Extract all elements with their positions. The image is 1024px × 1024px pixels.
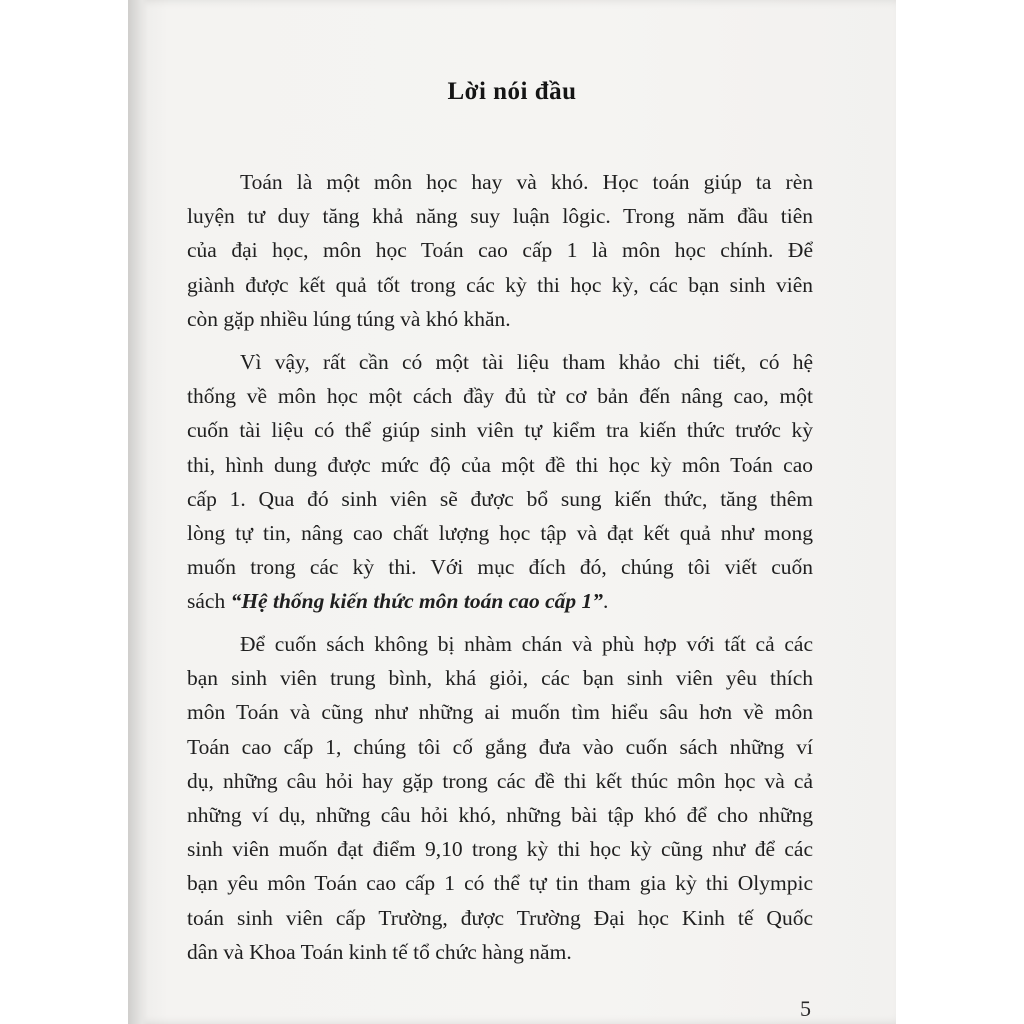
paragraph-line: thi, hình dung được mức độ của một đề thi học kỳ môn Toán cao — [187, 452, 813, 477]
paragraph-line: toán sinh viên cấp Trường, được Trường Đại học Kinh tế Quốc — [187, 905, 813, 930]
right-background — [896, 0, 1024, 1024]
line-suffix: . — [603, 589, 609, 614]
paragraph-line: bạn sinh viên trung bình, khá giỏi, các bạn sinh viên yêu thích — [187, 666, 813, 691]
paragraph-line: thống về môn học một cách đầy đủ từ cơ bản đến nâng cao, một — [187, 384, 813, 409]
paragraph-line: cấp 1. Qua đó sinh viên sẽ được bổ sung kiến thức, tăng thêm — [187, 486, 813, 511]
page-gutter-shadow — [128, 0, 148, 1024]
paragraph-line: giành được kết quả tốt trong các kỳ thi học kỳ, các bạn sinh viên — [187, 272, 813, 297]
paragraph-line: cuốn tài liệu có thể giúp sinh viên tự kiểm tra kiến thức trước kỳ — [187, 418, 813, 443]
book-title-emphasis: “Hệ thống kiến thức môn toán cao cấp 1” — [230, 589, 604, 614]
paragraph-line: Toán là một môn học hay và khó. Học toán giúp ta rèn — [240, 170, 813, 194]
paragraph-line: còn gặp nhiều lúng túng và khó khăn. — [187, 306, 511, 331]
paragraph-3 — [187, 627, 813, 969]
paragraph-line: Vì vậy, rất cần có một tài liệu tham khảo chi tiết, có hệ — [240, 350, 813, 374]
paragraph-last-line — [187, 584, 813, 618]
paragraph-line: dụ, những câu hỏi hay gặp trong các đề thi kết thúc môn học và cả — [187, 768, 813, 793]
paragraph-2 — [187, 345, 813, 619]
paragraph-line: Để cuốn sách không bị nhàm chán và phù hợp với tất cả các — [240, 632, 813, 656]
paragraph-line: Toán cao cấp 1, chúng tôi cố gắng đưa vào cuốn sách những ví — [187, 734, 813, 759]
paragraph-line: dân và Khoa Toán kinh tế tổ chức hàng năm. — [187, 939, 572, 964]
paragraph-line: muốn trong các kỳ thi. Với mục đích đó, chúng tôi viết cuốn — [187, 555, 813, 580]
page-number: 5 — [800, 996, 811, 1021]
paragraph-line: luyện tư duy tăng khả năng suy luận lôgic. Trong năm đầu tiên — [187, 204, 813, 229]
paragraph-line: của đại học, môn học Toán cao cấp 1 là môn học chính. Để — [187, 238, 813, 263]
paragraph-1 — [187, 165, 813, 336]
paragraph-line: sinh viên muốn đạt điểm 9,10 trong kỳ thi học kỳ cũng như để các — [187, 837, 813, 862]
page-title: Lời nói đầu — [447, 78, 577, 105]
paragraph-line: bạn yêu môn Toán cao cấp 1 có thể tự tin tham gia kỳ thi Olympic — [187, 871, 813, 896]
paragraph-line: những ví dụ, những câu hỏi khó, những bài tập khó để cho những — [187, 803, 813, 828]
line-prefix: sách — [187, 589, 231, 614]
paragraph-line: môn Toán và cũng như những ai muốn tìm hiểu sâu hơn về môn — [187, 700, 813, 725]
paragraph-line: lòng tự tin, nâng cao chất lượng học tập và đạt kết quả như mong — [187, 521, 813, 546]
left-background — [0, 0, 128, 1024]
